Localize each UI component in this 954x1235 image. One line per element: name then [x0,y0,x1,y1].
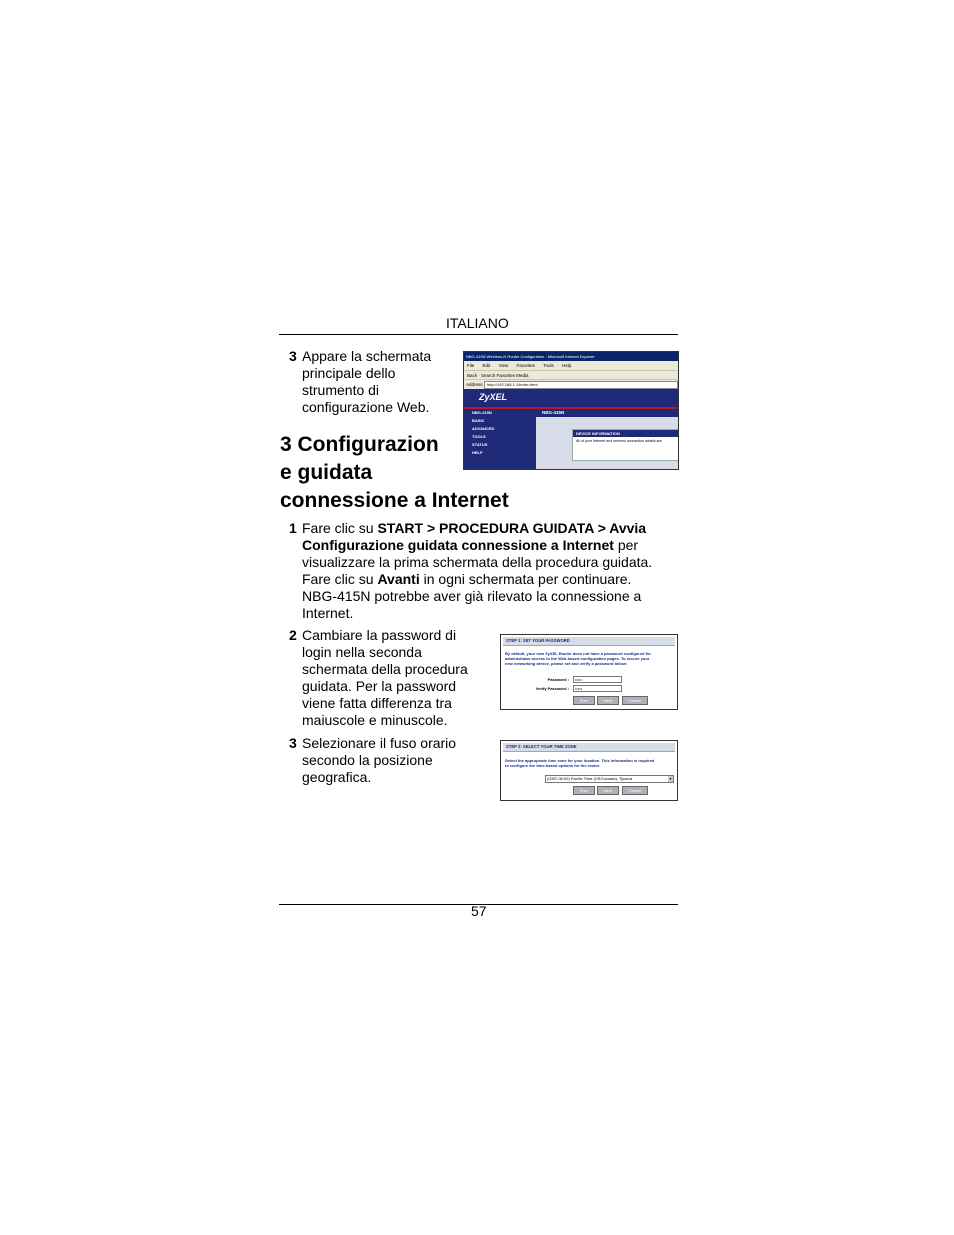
step-2-number: 2 [289,627,297,643]
next-button: Next [597,786,619,795]
text-run: per [613,537,639,553]
step-1-line [302,571,652,588]
text-run: in ogni schermata per continuare. [419,571,632,587]
step-1-line [302,605,652,622]
prev-button: Prev [573,786,595,795]
step-1-line [302,520,652,537]
password-wizard-screenshot: STEP 1: SET YOUR PASSWORD By default, your new ZyXEL Router does not have a password configured for administrator access to the Web-based configuration pages. To secure your new networking device, please set and verify a password below: Password : ••••• Verify Password : ••••• Prev Next Cancel [500,634,678,710]
browser-title-bar: NBG-415N Wireless-N Router Configuration - Microsoft Internet Explorer [464,352,679,361]
step-3-text: Selezionare il fuso orario secondo la posizione geografica. [302,735,457,785]
bold-run: Avanti [377,571,420,587]
password-input: ••••• [573,676,622,683]
router-sidebar: NBG-415N BASIC ADVANCED TOOLS STATUS HELP [464,409,536,469]
chevron-down-icon: ▾ [669,776,672,781]
cancel-button: Cancel [622,786,648,795]
step-1-line [302,537,652,554]
cancel-button: Cancel [622,696,648,705]
text-run: Internet. [302,605,354,621]
step-1-text [302,520,652,622]
prev-button: Prev [573,696,595,705]
step-1-line [302,554,652,571]
timezone-select: (GMT-08:00) Pacific Time (US/Canada), Tijuana ▾ [545,775,674,783]
text-run: Fare clic su [302,571,378,587]
section-title: 3 Configurazion e guidata connessione a Internet [280,433,509,512]
header-rule [279,334,678,335]
step-3-number: 3 [289,735,297,751]
bold-run: Configurazione guidata connessione a Internet [302,537,614,553]
zyxel-logo: ZyXEL [479,392,508,402]
browser-toolbar: Back · Search Favorites Media [464,370,678,380]
intro-step-text: Appare la schermata principale dello strumento di configurazione Web. [302,348,432,415]
timezone-wizard-screenshot: STEP 2: SELECT YOUR TIME ZONE Select the appropriate time zone for your location. This information is required to configure the time-based options for the router. (GMT-08:00) Pacific Time (US/Canada), Tijuana ▾ Prev Next Cancel [500,740,678,801]
bold-run: START > PROCEDURA GUIDATA > Avvia [377,520,647,536]
next-button: Next [597,696,619,705]
device-info-panel: DEVICE INFORMATION All of your Internet and network connection details are [572,429,679,461]
browser-menu-bar: File Edit View Favorites Tools Help [464,361,678,370]
text-run: Fare clic su [302,520,378,536]
address-field: http://192.168.1.1/index.html [484,381,678,389]
language-header: ITALIANO [446,315,509,331]
router-model-bar: NBG-415N [536,409,679,417]
page-number: 57 [471,903,487,919]
step-1-line [302,588,652,605]
intro-step-number: 3 [289,348,297,364]
text-run: visualizzare la prima schermata della procedura guidata. [302,554,653,570]
browser-address-bar: Address http://192.168.1.1/index.html [464,379,678,389]
step-1-number: 1 [289,520,297,536]
step-2-text: Cambiare la password di login nella seconda schermata della procedura guidata. Per la password viene fatta differenza tra maiuscole e minuscole. [302,627,468,728]
text-run: NBG-415N potrebbe aver già rilevato la connessione a [302,588,642,604]
verify-password-input: ••••• [573,685,622,692]
